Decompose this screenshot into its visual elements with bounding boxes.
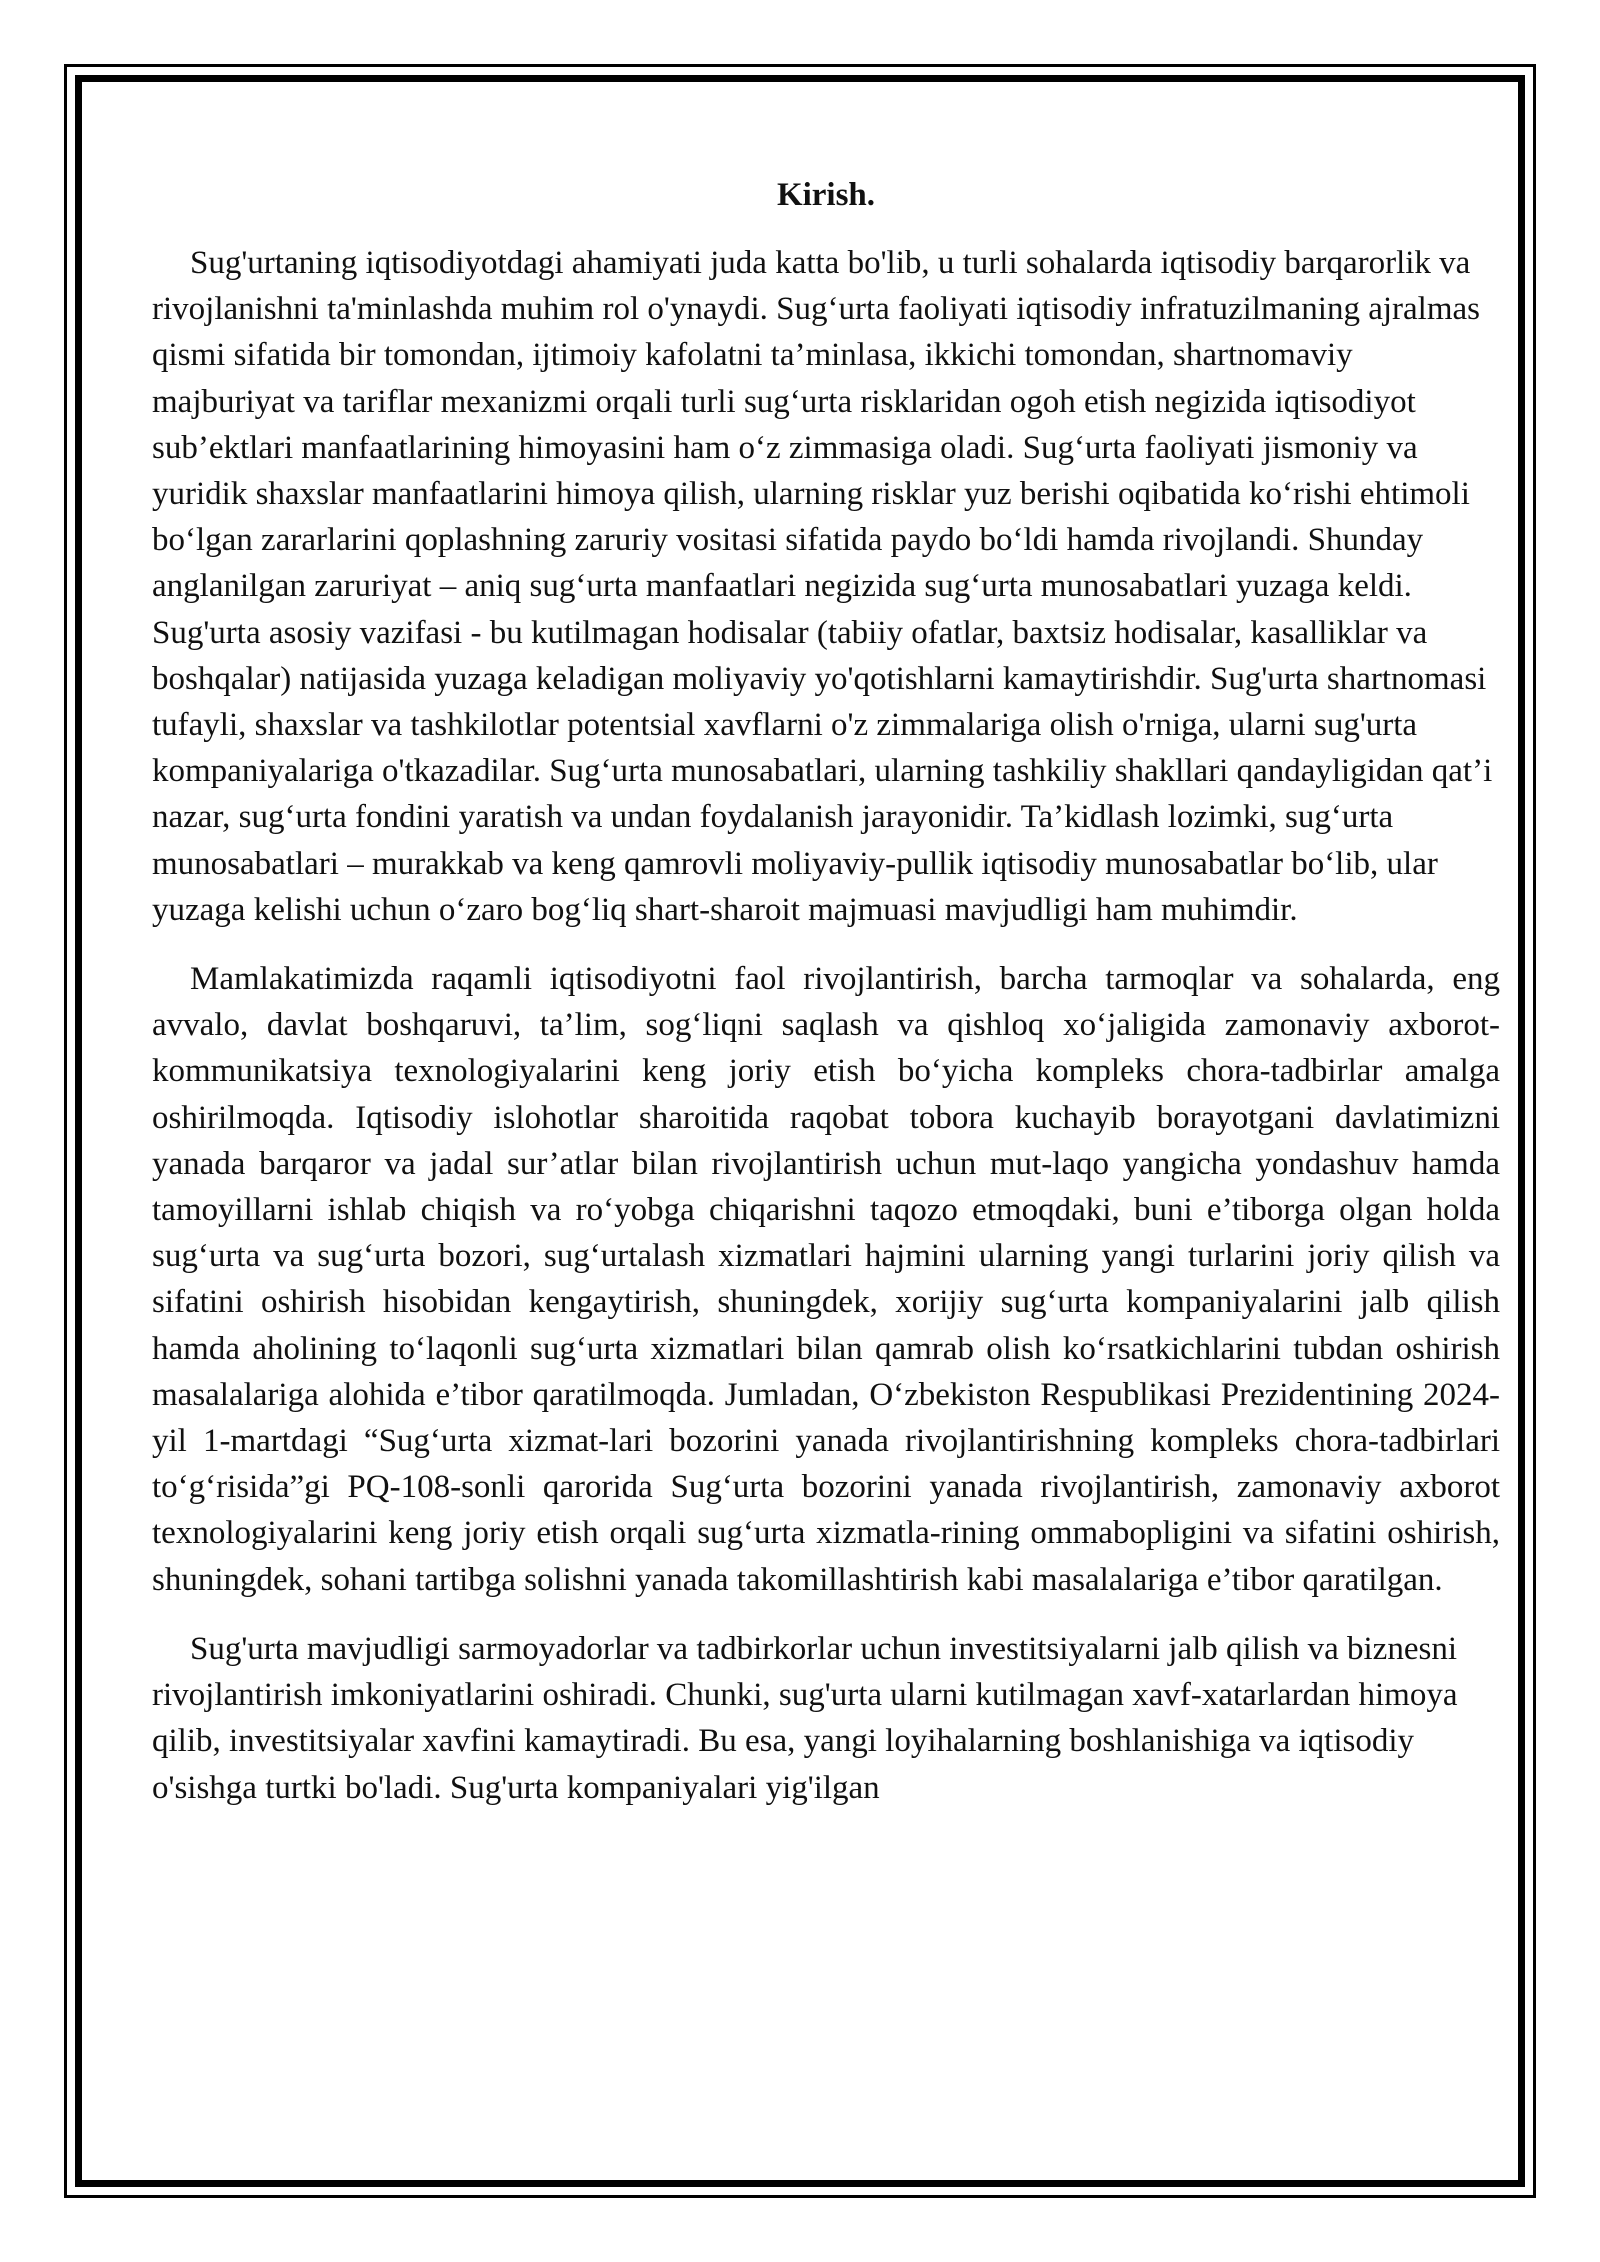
paragraph-investment: Sug'urta mavjudligi sarmoyadorlar va tadbirkorlar uchun investitsiyalarni jalb qilish va biznesni rivojlantirish imkoniyatlarini oshiradi. Chunki, sug'urta ularni kutilmagan xavf-xatarlardan himoya qilib, investitsiyalar xavfini kamaytiradi. Bu esa, yangi loyihalarning boshlanishiga va iqtisodiy o'sishga turtki bo'ladi. Sug'urta kompaniyalari yig'ilgan <box>152 1630 1458 1806</box>
document-body <box>152 172 1500 1834</box>
paragraph-introduction: Sug'urtaning iqtisodiyotdagi ahamiyati juda katta bo'lib, u turli sohalarda iqtisodiy barqarorlik va rivojlanishni ta'minlashda muhim rol o'ynaydi. Sug‘urta faoliyati iqtisodiy infratuzilmaning ajralmas qismi sifatida bir tomondan, ijtimoiy kafolatni ta’minlasa, ikkichi tomondan, shartnomaviy majburiyat va tariflar mexanizmi orqali turli sug‘urta risklaridan ogoh etish negizida iqtisodiyot sub’ektlari manfaatlarining himoyasini ham o‘z zimmasiga oladi. Sug‘urta faoliyati jismoniy va yuridik shaxslar manfaatlarini himoya qilish, ularning risklar yuz berishi oqibatida ko‘rishi ehtimoli bo‘lgan zararlarini qoplashning zaruriy vositasi sifatida paydo bo‘ldi hamda rivojlandi. Shunday anglanilgan zaruriyat – aniq sug‘urta manfaatlari negizida sug‘urta munosabatlari yuzaga keldi. Sug'urta asosiy vazifasi - bu kutilmagan hodisalar (tabiiy ofatlar, baxtsiz hodisalar, kasalliklar va boshqalar) natijasida yuzaga keladigan moliyaviy yo'qotishlarni kamaytirishdir. Sug'urta shartnomasi tufayli, shaxslar va tashkilotlar potentsial xavflarni o'z zimmalariga olish o'rniga, ularni sug'urta kompaniyalariga o'tkazadilar. Sug‘urta munosabatlari, ularning tashkiliy shakllari qandayligidan qat’i nazar, sug‘urta fondini yaratish va undan foydalanish jarayonidir. Ta’kidlash lozimki, sug‘urta munosabatlari – murakkab va keng qamrovli moliyaviy-pullik iqtisodiy munosabatlar bo‘lib, ular yuzaga kelishi uchun o‘zaro bog‘liq shart-sharoit majmuasi mavjudligi ham muhimdir. <box>152 245 1493 928</box>
paragraph-digital-economy: Mamlakatimizda raqamli iqtisodiyotni faol rivojlantirish, barcha tarmoqlar va sohalarda, eng avvalo, davlat boshqaruvi, ta’lim, sog‘liqni saqlash va qishloq xo‘jaligida zamonaviy axborot-kommunikatsiya texnologiyalarini keng joriy etish bo‘yicha kompleks chora-tadbirlar amalga oshirilmoqda. Iqtisodiy islohotlar sharoitida raqobat tobora kuchayib borayotgani davlatimizni yanada barqaror va jadal sur’atlar bilan rivojlantirish uchun mut-laqo yangicha yondashuv hamda tamoyillarni ishlab chiqish va ro‘yobga chiqarishni taqozo etmoqdaki, buni e’tiborga olgan holda sug‘urta va sug‘urta bozori, sug‘urtalash xizmatlari hajmini ularning yangi turlarini joriy qilish va sifatini oshirish hisobidan kengaytirish, shuningdek, xorijiy sug‘urta kompaniyalarini jalb qilish hamda aholining to‘laqonli sug‘urta xizmatlari bilan qamrab olish ko‘rsatkichlarini tubdan oshirish masalalariga alohida e’tibor qaratilmoqda. Jumladan, O‘zbekiston Respublikasi Prezidentining 2024-yil 1-martdagi “Sug‘urta xizmat-lari bozorini yanada rivojlantirishning kompleks chora-tadbirlari to‘g‘risida”gi PQ-108-sonli qarorida Sug‘urta bozorini yanada rivojlantirish, zamonaviy axborot texnologiyalarini keng joriy etish orqali sug‘urta xizmatla-rining ommabopligini va sifatini oshirish, shuningdek, sohani tartibga solishni yanada takomillashtirish kabi masalalariga e’tibor qaratilgan. <box>152 961 1500 1598</box>
page-title: Kirish. <box>776 177 876 213</box>
